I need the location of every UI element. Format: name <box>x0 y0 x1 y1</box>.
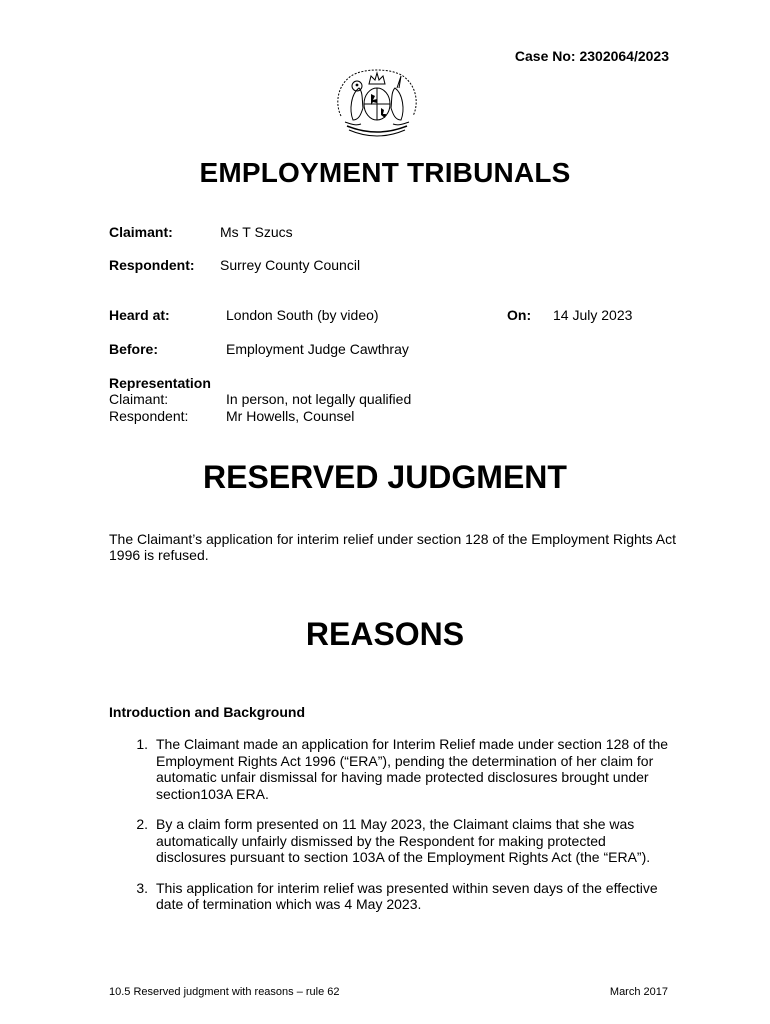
item-number: 3. <box>136 879 148 896</box>
footer-form-reference: 10.5 Reserved judgment with reasons – rule 62 <box>109 986 340 998</box>
list-item <box>109 880 679 913</box>
rep-claimant-label: Claimant: <box>109 391 169 407</box>
rep-claimant-value: In person, not legally qualified <box>226 391 412 407</box>
respondent-name: Surrey County Council <box>220 257 361 273</box>
footer-date: March 2017 <box>609 986 668 998</box>
list-item <box>109 736 679 802</box>
rep-respondent-label: Respondent: <box>109 408 189 424</box>
tribunal-title: EMPLOYMENT TRIBUNALS <box>199 157 571 188</box>
reasons-title: REASONS <box>305 616 465 652</box>
judge-name: Employment Judge Cawthray <box>226 341 409 357</box>
hearing-date-label: On: <box>507 307 532 323</box>
before-label: Before: <box>109 341 159 357</box>
list-item <box>109 816 679 866</box>
representation-heading: Representation <box>109 375 211 391</box>
rep-respondent-value: Mr Howells, Counsel <box>226 408 355 424</box>
item-number: 1. <box>136 736 148 752</box>
case-number: Case No: 2302064/2023 <box>514 48 669 64</box>
heard-at-value: London South (by video) <box>226 307 379 323</box>
item-text: By a claim form presented on 11 May 2023, the Claimant claims that she was automatically unfairly dismissed by the Respondent for making protected disclosures pursuant to section 103A of the Employment Rights Act (the “ERA”). <box>156 816 651 865</box>
heard-at-label: Heard at: <box>109 307 170 323</box>
item-text: This application for interim relief was presented within seven days of the effective date of termination which was 4 May 2023. <box>156 879 658 912</box>
item-number: 2. <box>136 816 148 832</box>
section-heading: Introduction and Background <box>109 704 305 720</box>
judgment-title: RESERVED JUDGMENT <box>203 459 567 495</box>
claimant-label: Claimant: <box>109 224 173 240</box>
reasons-list <box>109 736 679 927</box>
respondent-label: Respondent: <box>109 257 195 273</box>
item-text: The Claimant made an application for Interim Relief made under section 128 of the Employment Rights Act 1996 (“ERA”), pending the determination of her claim for automatic unfair dismissal for having made protected disclosures brought under section103A ERA. <box>156 736 669 802</box>
judgment-text: The Claimant’s application for interim relief under section 128 of the Employment Rights Act 1996 is refused. <box>109 531 677 563</box>
royal-coat-of-arms-icon <box>331 64 423 144</box>
claimant-name: Ms T Szucs <box>220 224 293 240</box>
hearing-date-value: 14 July 2023 <box>553 307 633 323</box>
